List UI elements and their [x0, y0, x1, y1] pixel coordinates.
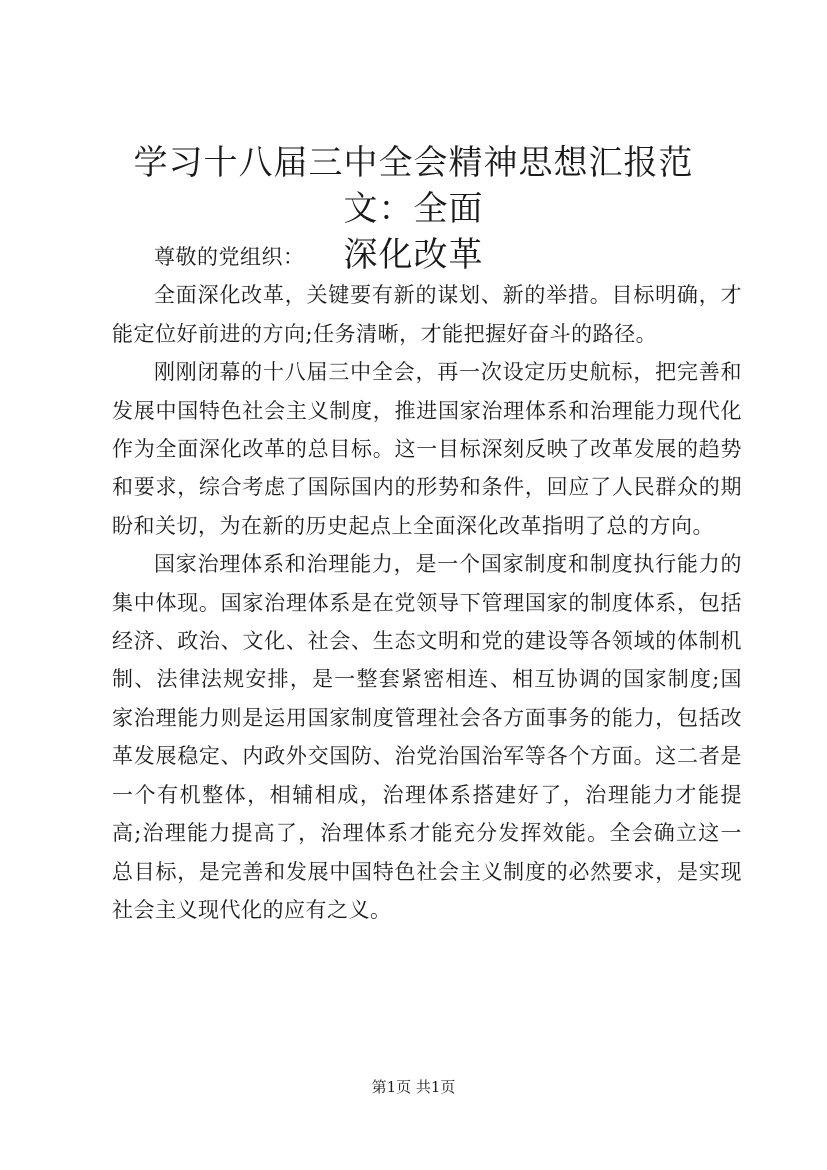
page-number: 第1页 共1页	[371, 1078, 456, 1096]
title-line-1: 学习十八届三中全会精神思想汇报范文：全面	[133, 143, 694, 229]
paragraph-1: 全面深化改革，关键要有新的谋划、新的举措。目标明确，才能定位好前进的方向;任务清晰，才能把握好奋斗的路径。	[112, 283, 742, 346]
document-body	[112, 238, 742, 929]
page-footer	[0, 1077, 827, 1097]
paragraph-2: 刚刚闭幕的十八届三中全会，再一次设定历史航标，把完善和发展中国特色社会主义制度，推进国家治理体系和治理能力现代化作为全面深化改革的总目标。这一目标深刻反映了改革发展的趋势和要求，综合考虑了国际国内的形势和条件，回应了人民群众的期盼和关切，为在新的历史起点上全面深化改革指明了总的方向。	[112, 360, 742, 538]
salutation: 尊敬的党组织：	[154, 245, 305, 269]
paragraph-3: 国家治理体系和治理能力，是一个国家制度和制度执行能力的集中体现。国家治理体系是在党领导下管理国家的制度体系，包括经济、政治、文化、社会、生态文明和党的建设等各领域的体制机制、法律法规安排，是一整套紧密相连、相互协调的国家制度;国家治理能力则是运用国家制度管理社会各方面事务的能力，包括改革发展稳定、内政外交国防、治党治国治军等各个方面。这二者是一个有机整体，相辅相成，治理体系搭建好了，治理能力才能提高;治理能力提高了，治理体系才能充分发挥效能。全会确立这一总目标，是完善和发展中国特色社会主义制度的必然要求，是实现社会主义现代化的应有之义。	[112, 552, 742, 922]
title-line-2: 深化改革	[343, 235, 484, 275]
